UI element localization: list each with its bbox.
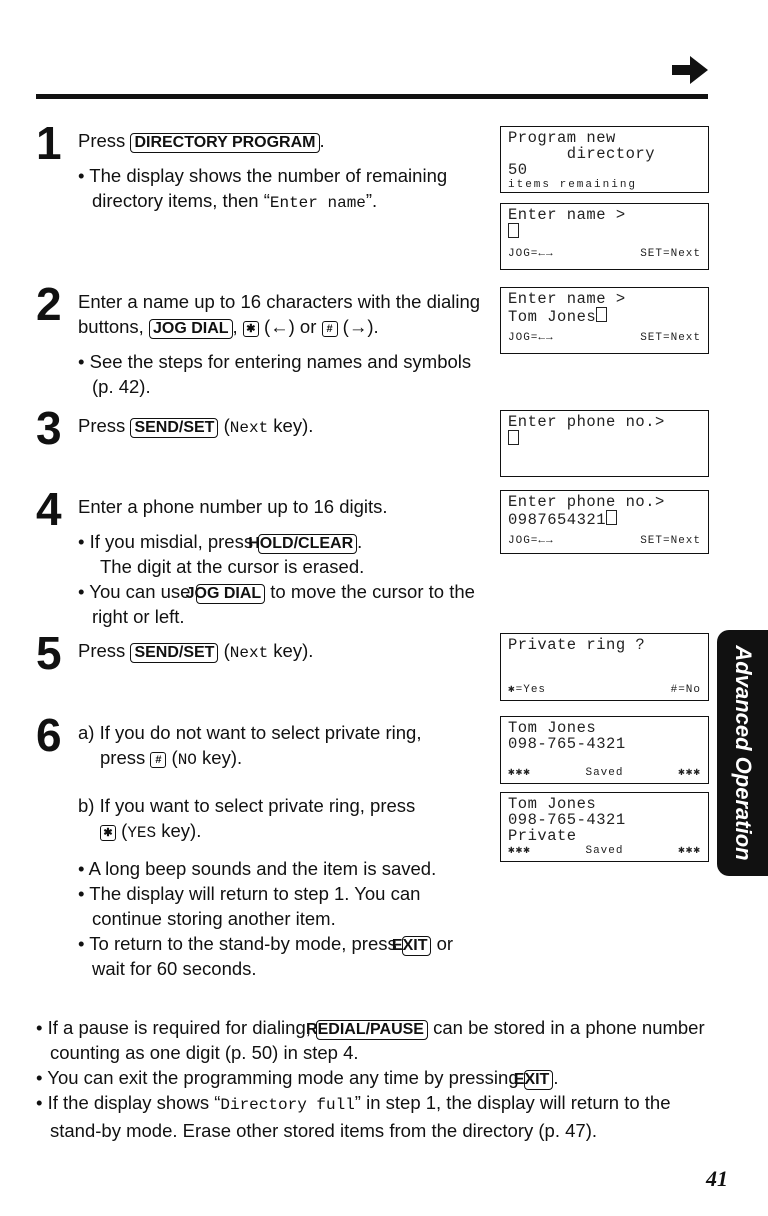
step-number: 4	[36, 483, 62, 535]
step-6-bullet-3: • To return to the stand-by mode, press EXIT or wait for 60 seconds.	[78, 931, 488, 981]
directory-program-key: DIRECTORY PROGRAM	[130, 133, 319, 153]
step-number: 2	[36, 278, 62, 330]
cursor-icon	[596, 307, 607, 322]
redial-pause-key: REDIAL/PAUSE	[316, 1020, 428, 1040]
next-page-arrow-icon	[672, 56, 708, 84]
send-set-key: SEND/SET	[130, 418, 218, 438]
cursor-icon	[606, 510, 617, 525]
step-number: 6	[36, 709, 62, 761]
lcd-display-3: Enter name > Tom Jones JOG=←→ SET=Next	[500, 287, 709, 354]
lcd-display-8: Tom Jones 098-765-4321 Private ✱✱✱ Saved ✱✱✱	[500, 792, 709, 862]
star-key: ✱	[243, 321, 259, 337]
step-6-bullet-2: • The display will return to step 1. You can continue storing another item.	[78, 881, 488, 931]
lcd-display-7: Tom Jones 098-765-4321 ✱✱✱ Saved ✱✱✱	[500, 716, 709, 784]
section-tab-label: Advanced Operation	[730, 645, 756, 861]
note-1: • If a pause is required for dialing, REDIAL/PAUSE can be stored in a phone number counting as one digit (p. 50) in step 4.	[36, 1015, 716, 1065]
star-key: ✱	[100, 825, 116, 841]
page-number: 41	[706, 1166, 728, 1191]
header-rule	[36, 94, 708, 99]
hold-clear-key: HOLD/CLEAR	[258, 534, 357, 554]
lcd-display-2: Enter name > JOG=←→ SET=Next	[500, 203, 709, 270]
note-2: • You can exit the programming mode any time by pressing EXIT .	[36, 1065, 716, 1090]
send-set-key: SEND/SET	[130, 643, 218, 663]
cursor-icon	[508, 223, 519, 238]
exit-key: EXIT	[402, 936, 432, 956]
lcd-display-1: Program new directory 50 items remaining	[500, 126, 709, 193]
step-4-bullet-2: • You can use JOG DIAL to move the cursor to the right or left.	[78, 579, 488, 629]
step-2-bullet: • See the steps for entering names and symbols (p. 42).	[78, 349, 488, 399]
lcd-display-5: Enter phone no.> 0987654321 JOG=←→ SET=Next	[500, 490, 709, 554]
step-number: 5	[36, 627, 62, 679]
cursor-icon	[508, 430, 519, 445]
step-1-bullet: • The display shows the number of remaining directory items, then “Enter name”.	[78, 163, 488, 216]
exit-key: EXIT	[524, 1070, 554, 1090]
step-6-bullet-1: • A long beep sounds and the item is saved.	[78, 856, 488, 881]
lcd-display-4: Enter phone no.>	[500, 410, 709, 477]
note-3: • If the display shows “Directory full” in step 1, the display will return to the stand-by mode. Erase other stored items from the directory (p. 47).	[36, 1090, 716, 1143]
hash-key: #	[322, 321, 338, 337]
section-tab	[717, 630, 768, 876]
step-4-bullet-1: • If you misdial, press HOLD/CLEAR .	[78, 529, 488, 554]
hash-key: #	[150, 752, 166, 768]
lcd-display-6: Private ring ? ✱=Yes #=No	[500, 633, 709, 701]
step-number: 3	[36, 402, 62, 454]
jog-dial-key: JOG DIAL	[196, 584, 266, 604]
notes	[36, 1015, 716, 1143]
step-number: 1	[36, 117, 62, 169]
jog-dial-key: JOG DIAL	[149, 319, 233, 339]
